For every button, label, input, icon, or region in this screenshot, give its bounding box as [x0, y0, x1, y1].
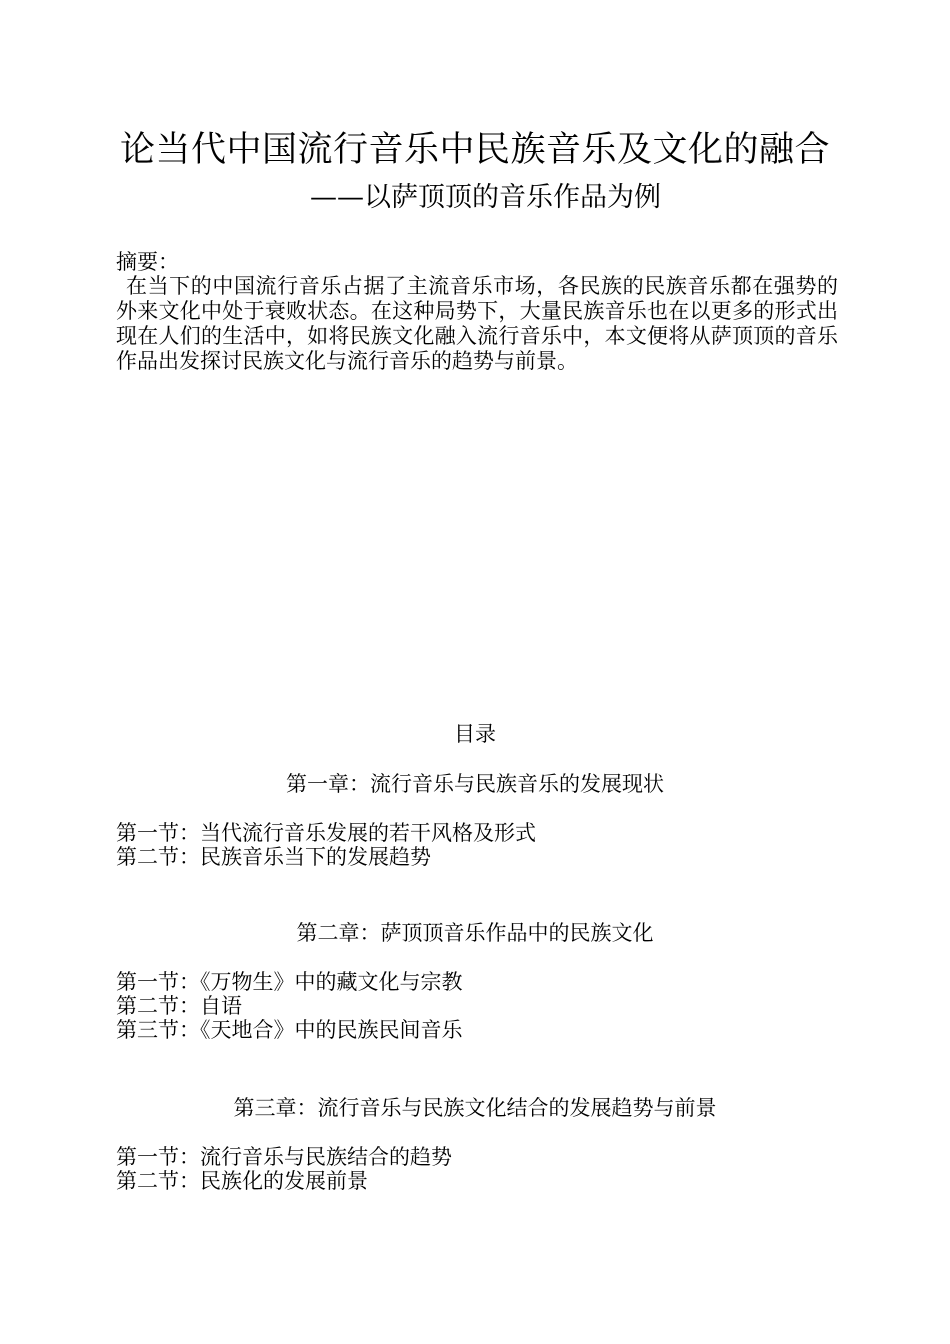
toc-section-item: 第一节：《万物生》中的藏文化与宗教 — [116, 970, 463, 994]
toc-chapter-3-sections — [116, 1145, 452, 1193]
toc-chapter-1: 第一章：流行音乐与民族音乐的发展现状 — [286, 772, 664, 796]
toc-chapter-3: 第三章：流行音乐与民族文化结合的发展趋势与前景 — [233, 1096, 717, 1120]
abstract-label: 摘要： — [116, 250, 179, 274]
paper-title: 论当代中国流行音乐中民族音乐及文化的融合 — [119, 130, 830, 170]
abstract-text: 在当下的中国流行音乐占据了主流音乐市场，各民族的民族音乐都在强势的外来文化中处于衰败状态。在这种局势下，大量民族音乐也在以更多的形式出现在人们的生活中，如将民族文化融入流行音乐中，本文便将从萨顶顶的音乐作品出发探讨民族文化与流行音乐的趋势与前景。 — [116, 274, 838, 373]
toc-section-item: 第一节：流行音乐与民族结合的趋势 — [116, 1145, 452, 1169]
toc-chapter-2: 第二章：萨顶顶音乐作品中的民族文化 — [296, 921, 654, 945]
toc-section-item: 第二节：自语 — [116, 994, 242, 1018]
toc-chapter-2-sections — [116, 970, 463, 1042]
toc-section-item: 第二节：民族化的发展前景 — [116, 1169, 368, 1193]
toc-section-item: 第三节：《天地合》中的民族民间音乐 — [116, 1018, 463, 1042]
toc-section-item: 第一节：当代流行音乐发展的若干风格及形式 — [116, 821, 536, 845]
paper-subtitle: ——以萨顶顶的音乐作品为例 — [310, 182, 661, 213]
toc-title: 目录 — [454, 722, 496, 746]
toc-chapter-1-sections — [116, 821, 536, 869]
toc-section-item: 第二节：民族音乐当下的发展趋势 — [116, 845, 431, 869]
